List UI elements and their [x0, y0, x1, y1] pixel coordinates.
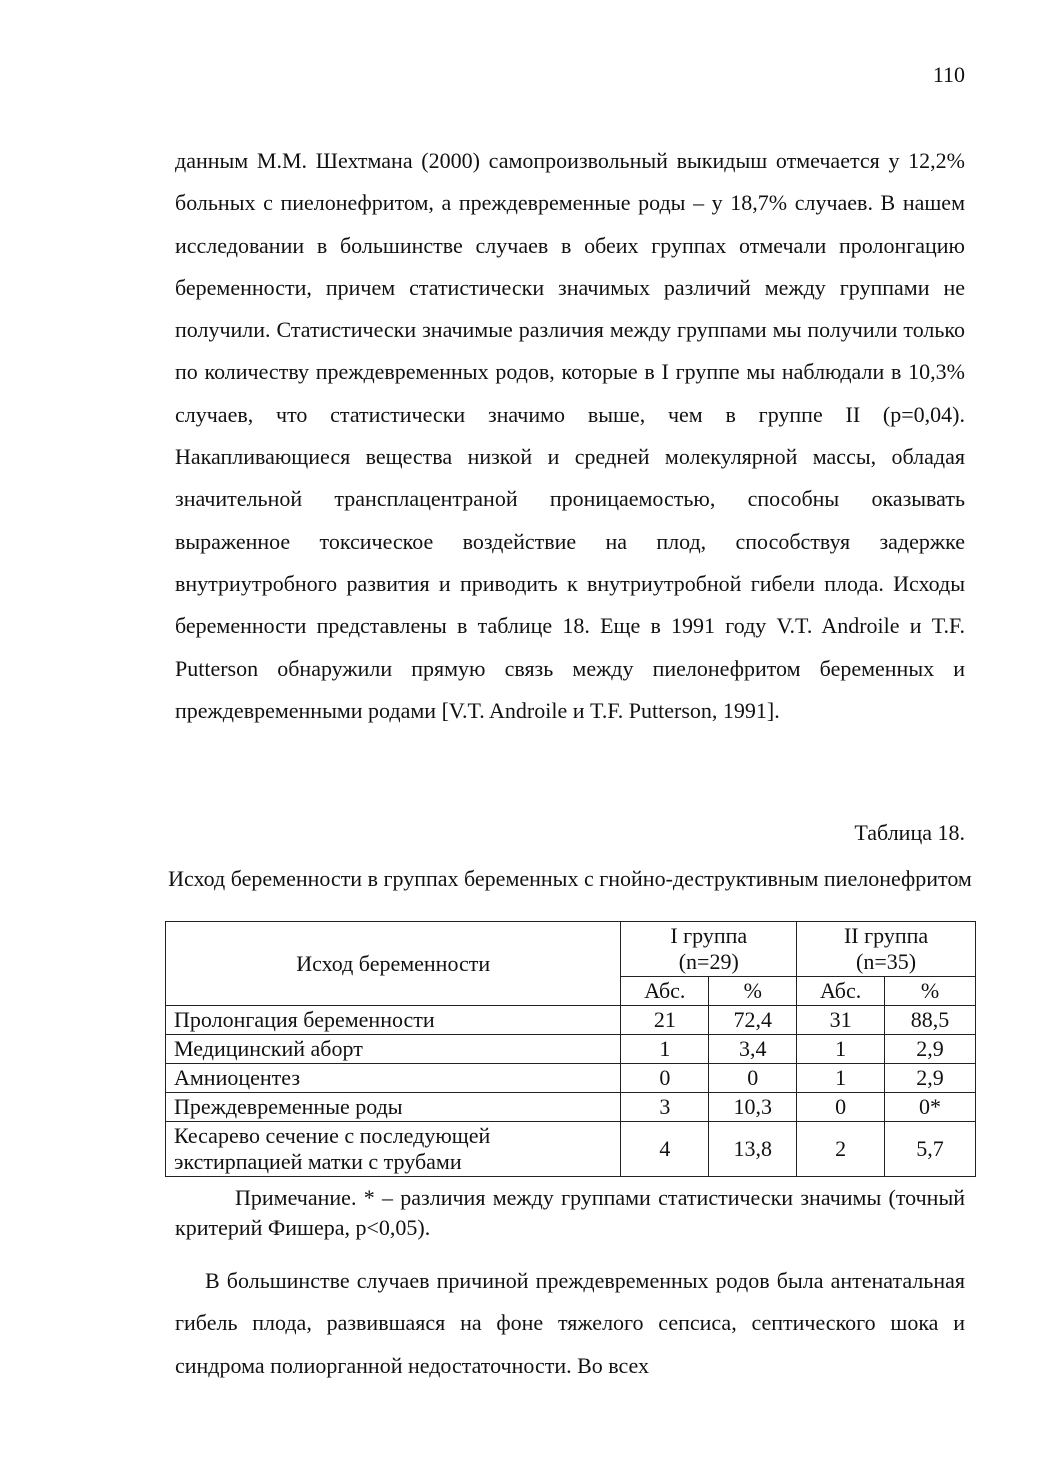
header-outcome: Исход беременности: [166, 922, 621, 1006]
header-group2-n: (n=35): [856, 949, 917, 974]
row-g2-pct: 88,5: [885, 1006, 976, 1035]
row-g1-abs: 4: [621, 1122, 709, 1177]
header-group1: [621, 922, 797, 977]
row-outcome-line: экстирпацией матки с трубами: [174, 1149, 462, 1174]
row-g1-abs: 1: [621, 1035, 709, 1064]
table-row: [166, 1093, 976, 1122]
row-outcome: [166, 1122, 621, 1177]
row-g2-abs: 1: [797, 1064, 885, 1093]
table-note: Примечание. * – различия между группами статистически значимы (точный критерий Фишера, р<0,05).: [175, 1185, 965, 1240]
header-g1-abs: Абс.: [621, 977, 709, 1006]
outcome-table: [165, 921, 976, 1177]
row-g1-pct: 72,4: [709, 1006, 797, 1035]
row-outcome: Пролонгация беременности: [166, 1006, 621, 1035]
table-label: Таблица 18.: [854, 820, 965, 845]
row-g1-pct: 3,4: [709, 1035, 797, 1064]
header-group2-label: II группа: [843, 923, 929, 948]
row-g2-abs: 1: [797, 1035, 885, 1064]
table-header-row: [166, 922, 976, 977]
row-g2-pct: 2,9: [885, 1064, 976, 1093]
row-g1-abs: 21: [621, 1006, 709, 1035]
row-g2-pct: 5,7: [885, 1122, 976, 1177]
row-outcome: Амниоцентез: [166, 1064, 621, 1093]
table-row: [166, 1122, 976, 1177]
row-g1-abs: 3: [621, 1093, 709, 1122]
header-g2-abs: Абс.: [797, 977, 885, 1006]
body-paragraph: В большинстве случаев причиной преждевременных родов была антенатальная гибель плода, развившаяся на фоне тяжелого сепсиса, септического шока и синдрома полиорганной недостаточности. Во всех: [175, 1268, 965, 1378]
row-g2-abs: 0: [797, 1093, 885, 1122]
row-g1-pct: 13,8: [709, 1122, 797, 1177]
page-number: 110: [932, 62, 965, 87]
table-row: [166, 1064, 976, 1093]
row-g2-abs: 2: [797, 1122, 885, 1177]
table-title: Исход беременности в группах беременных с гнойно-деструктивным пиелонефритом: [168, 866, 972, 891]
row-g2-abs: 31: [797, 1006, 885, 1035]
row-g1-abs: 0: [621, 1064, 709, 1093]
row-g1-pct: 10,3: [709, 1093, 797, 1122]
row-g2-pct: 0*: [885, 1093, 976, 1122]
row-g2-pct: 2,9: [885, 1035, 976, 1064]
row-outcome: Медицинский аборт: [166, 1035, 621, 1064]
header-group1-label: I группа: [670, 923, 748, 948]
header-group2: [797, 922, 976, 977]
header-group1-n: (n=29): [678, 949, 739, 974]
row-outcome-line: Кесарево сечение с последующей: [174, 1123, 491, 1148]
body-paragraph: данным М.М. Шехтмана (2000) самопроизвольный выкидыш отмечается у 12,2% больных с пиелонефритом, а преждевременные роды – у 18,7% случаев. В нашем исследовании в большинстве случаев в обеих группах отмечали пролонгацию беременности, причем статистически значимых различий между группами не получили. Статистически значимые различия между группами мы получили только по количеству преждевременных родов, которые в I группе мы наблюдали в 10,3% случаев, что статистически значимо выше, чем в группе II (р=0,04). Накапливающиеся вещества низкой и средней молекулярной массы, обладая значительной трансплацентраной проницаемостью, способны оказывать выраженное токсическое воздействие на плод, способствуя задержке внутриутробного развития и приводить к внутриутробной гибели плода. Исходы беременности представлены в таблице 18. Еще в 1991 году V.T. Androile и T.F. Putterson обнаружили прямую связь между пиелонефритом беременных и преждевременными родами [V.T. Androile и T.F. Putterson, 1991].: [175, 148, 965, 723]
header-g2-pct: %: [885, 977, 976, 1006]
header-g1-pct: %: [709, 977, 797, 1006]
row-g1-pct: 0: [709, 1064, 797, 1093]
row-outcome: Преждевременные роды: [166, 1093, 621, 1122]
table-row: [166, 1006, 976, 1035]
table-row: [166, 1035, 976, 1064]
